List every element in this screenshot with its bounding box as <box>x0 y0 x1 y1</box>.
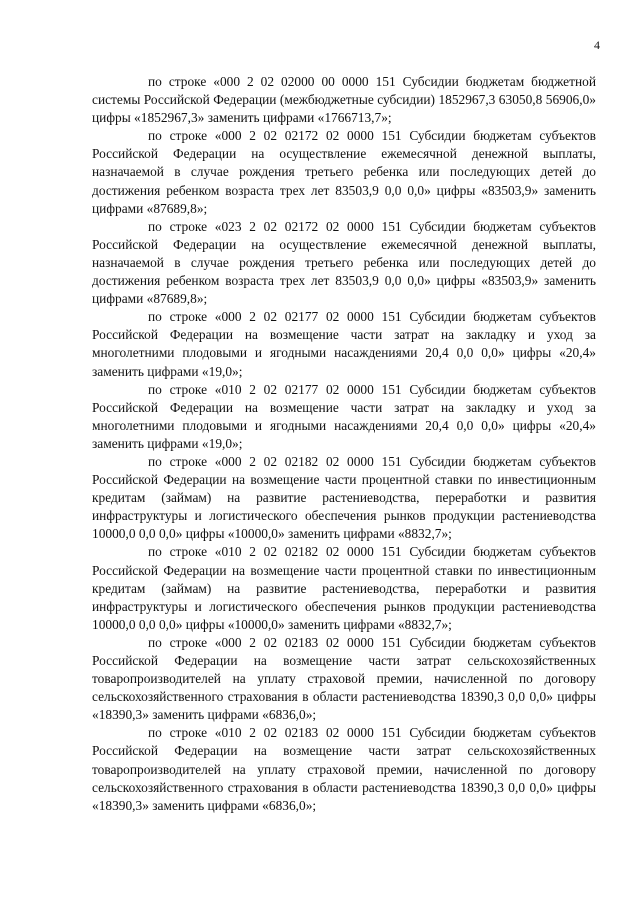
paragraph: по строке «010 2 02 02182 02 0000 151 Субсидии бюджетам субъектов Российской Федерации на возмещение части процентной ставки по инвестиционным кредитам (займам) на развитие растениеводства, переработки и развития инфраструктуры и логистического обеспечения рынков продукции растениеводства 10000,0 0,0 0,0» цифры «10000,0» заменить цифрами «8832,7»; <box>92 544 596 632</box>
document-body <box>92 73 596 815</box>
paragraph: по строке «000 2 02 02172 02 0000 151 Субсидии бюджетам субъектов Российской Федерации на осуществление ежемесячной денежной выплаты, назначаемой в случае рождения третьего ребенка или последующих детей до достижения ребенком возраста трех лет 83503,9 0,0 0,0» цифры «83503,9» заменить цифрами «87689,8»; <box>92 128 596 216</box>
paragraph: по строке «000 2 02 02183 02 0000 151 Субсидии бюджетам субъектов Российской Федерации на возмещение части затрат сельскохозяйственных товаропроизводителей на уплату страховой премии, начисленной по договору сельскохозяйственного страхования в области растениеводства 18390,3 0,0 0,0» цифры «18390,3» заменить цифрами «6836,0»; <box>92 634 596 723</box>
paragraph: по строке «010 2 02 02177 02 0000 151 Субсидии бюджетам субъектов Российской Федерации на возмещение части затрат на закладку и уход за многолетними плодовыми и ягодными насаждениями 20,4 0,0 0,0» цифры «20,4» заменить цифрами «19,0»; <box>92 381 596 451</box>
page-number: 4 <box>594 38 600 52</box>
paragraph: по строке «010 2 02 02183 02 0000 151 Субсидии бюджетам субъектов Российской Федерации на возмещение части затрат сельскохозяйственных товаропроизводителей на уплату страховой премии, начисленной по договору сельскохозяйственного страхования в области растениеводства 18390,3 0,0 0,0» цифры «18390,3» заменить цифрами «6836,0»; <box>92 725 596 813</box>
paragraph: по строке «023 2 02 02172 02 0000 151 Субсидии бюджетам субъектов Российской Федерации на осуществление ежемесячной денежной выплаты, назначаемой в случае рождения третьего ребенка или последующих детей до достижения ребенком возраста трех лет 83503,9 0,0 0,0» цифры «83503,9» заменить цифрами «87689,8»; <box>92 218 596 307</box>
paragraph: по строке «000 2 02 02000 00 0000 151 Субсидии бюджетам бюджетной системы Российской Федерации (межбюджетные субсидии) 1852967,3 63050,8 56906,0» цифры «1852967,3» заменить цифрами «1766713,7»; <box>92 74 596 126</box>
paragraph: по строке «000 2 02 02182 02 0000 151 Субсидии бюджетам субъектов Российской Федерации на возмещение части процентной ставки по инвестиционным кредитам (займам) на развитие растениеводства, переработки и развития инфраструктуры и логистического обеспечения рынков продукции растениеводства 10000,0 0,0 0,0» цифры «10000,0» заменить цифрами «8832,7»; <box>92 453 596 542</box>
paragraph: по строке «000 2 02 02177 02 0000 151 Субсидии бюджетам субъектов Российской Федерации на возмещение части затрат на закладку и уход за многолетними плодовыми и ягодными насаждениями 20,4 0,0 0,0» цифры «20,4» заменить цифрами «19,0»; <box>92 309 596 379</box>
